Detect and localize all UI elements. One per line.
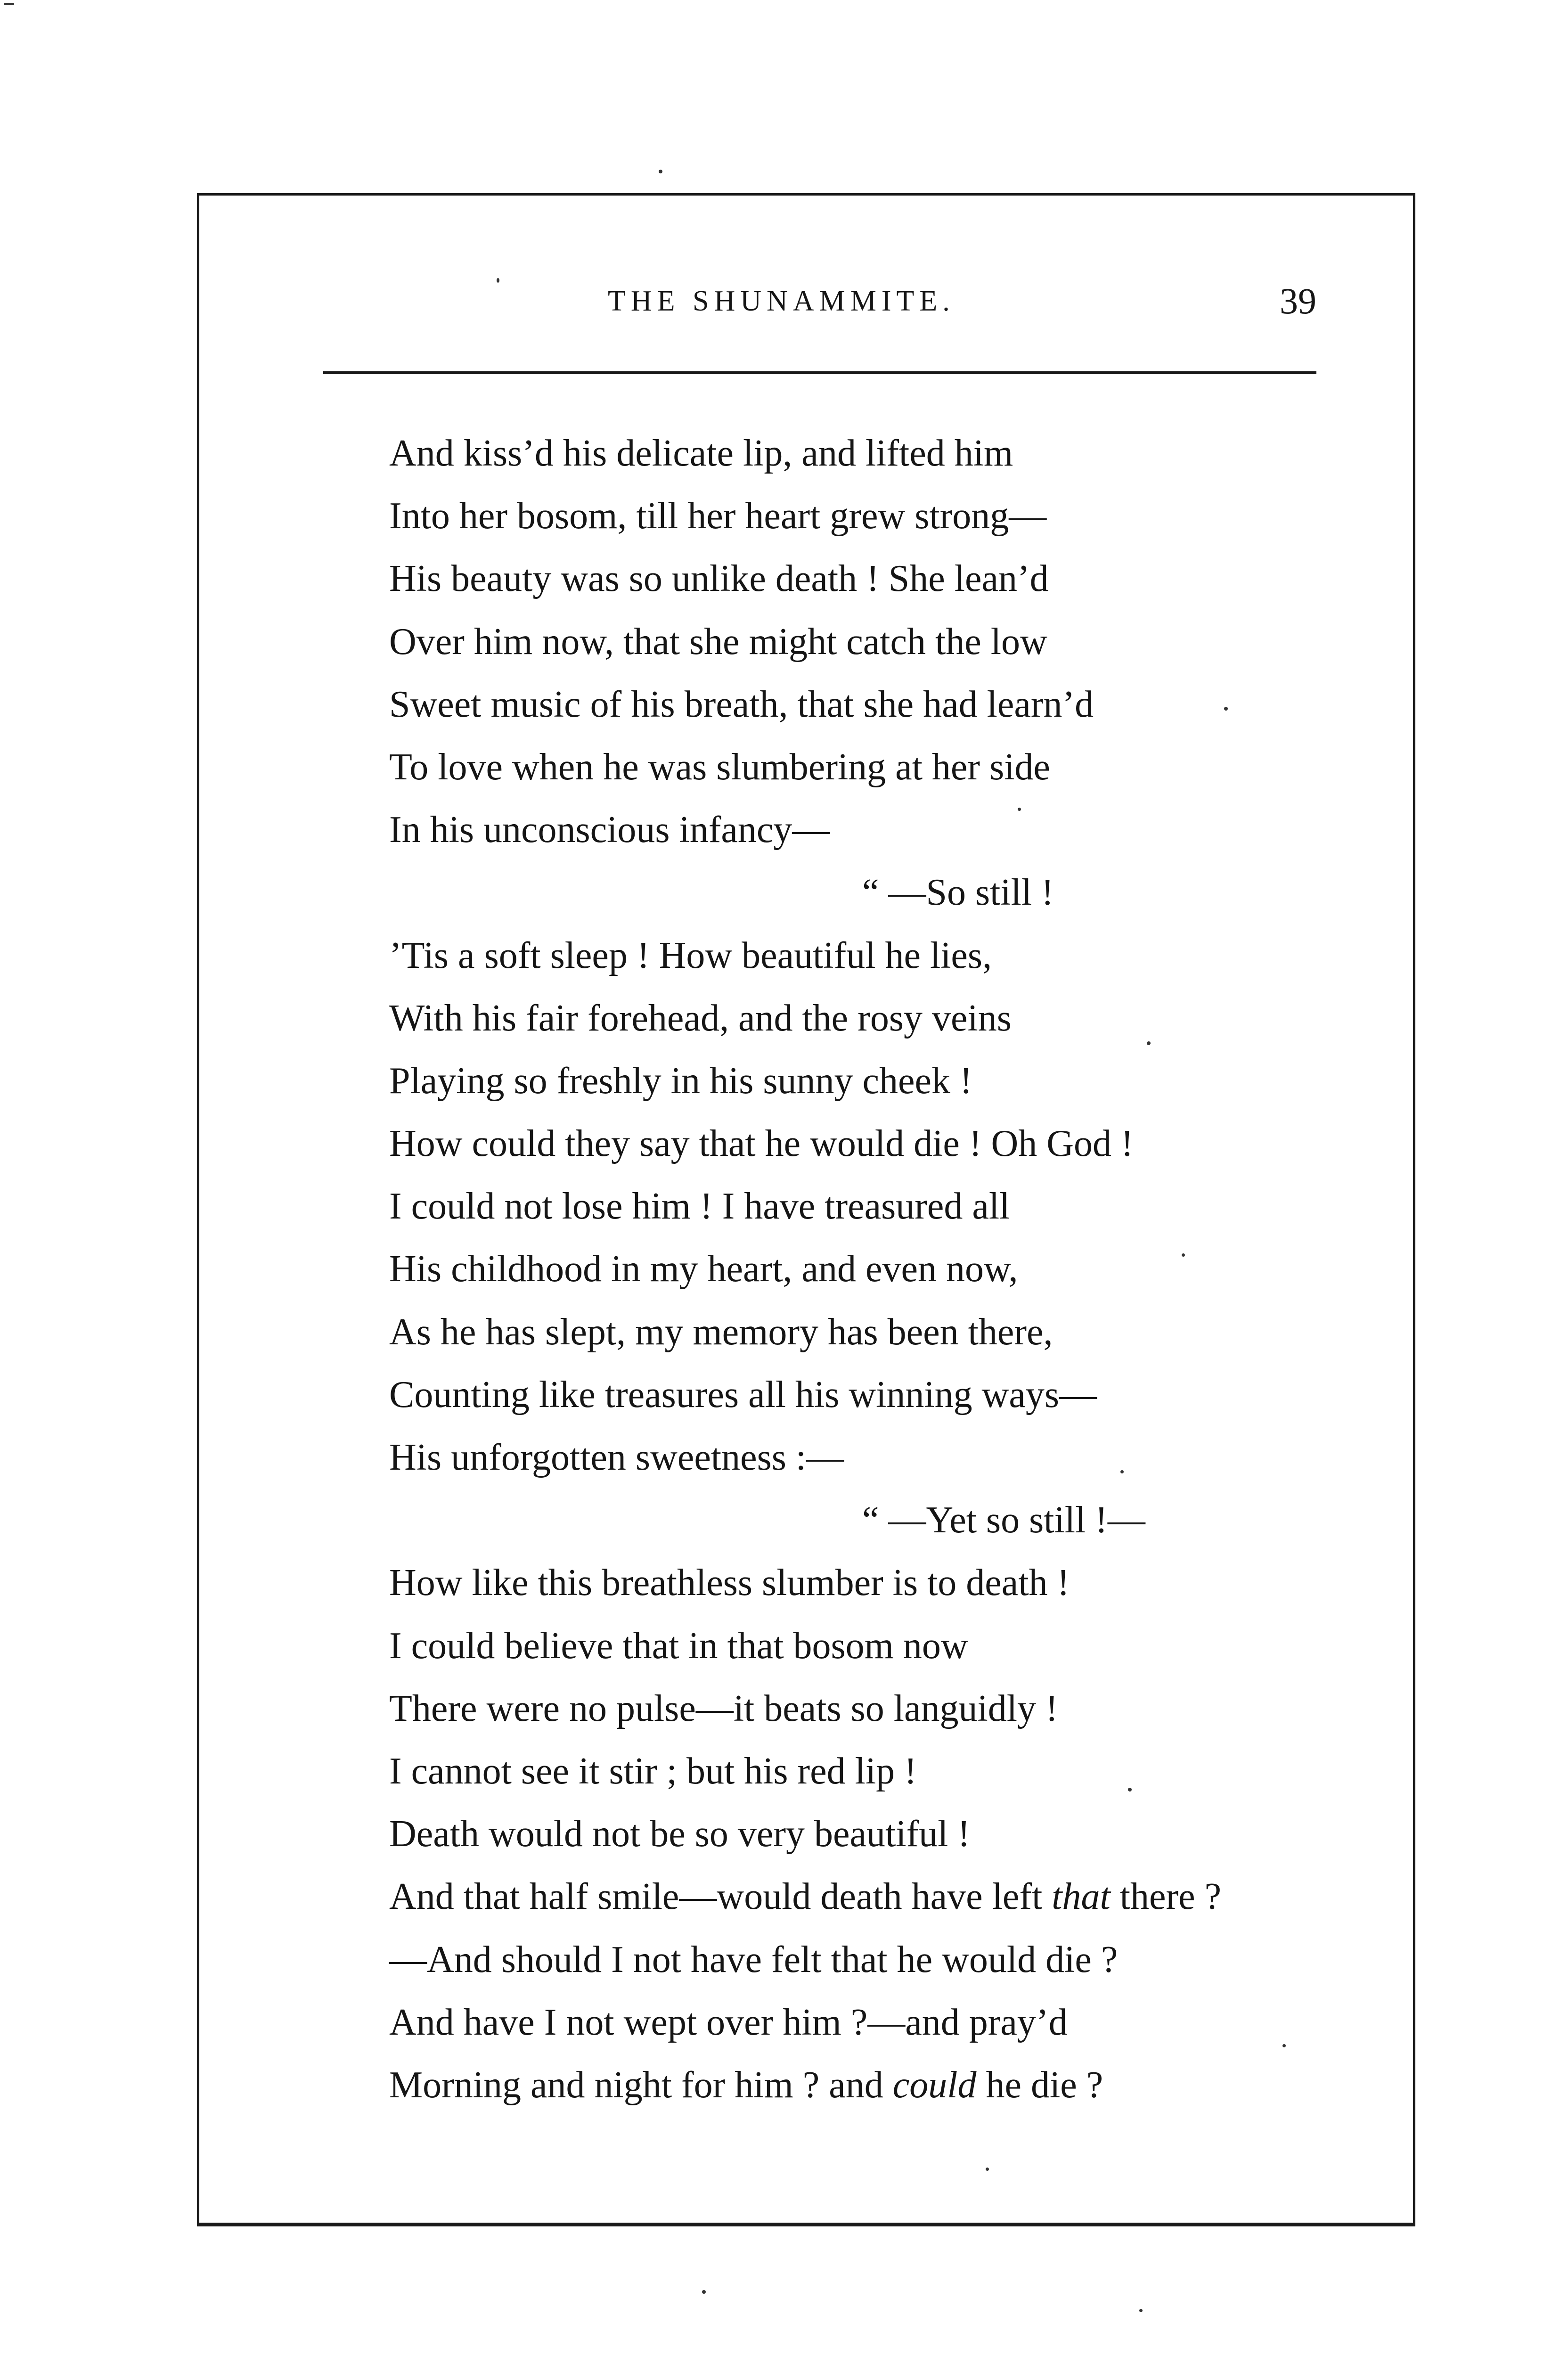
poem-line: “ —Yet so still !— [862,1499,1145,1541]
scan-speck [4,3,14,5]
scan-speck [659,170,662,173]
poem-line: With his fair forehead, and the rosy veins [389,997,1012,1039]
poem-line [389,2054,1331,2117]
scan-speck [1147,1041,1151,1045]
poem-line: I could not lose him ! I have treasured all [389,1186,1010,1227]
scan-speck [986,2168,989,2171]
scan-speck [1128,1788,1132,1792]
poem-line: Playing so freshly in his sunny cheek ! [389,1060,972,1102]
poem-line: His unforgotten sweetness :— [389,1437,844,1478]
poem-line: To love when he was slumbering at her side [389,746,1050,788]
poem-line: His childhood in my heart, and even now, [389,1248,1018,1290]
italic-word: that [1052,1876,1111,1918]
poem-line: Sweet music of his breath, that she had learn’d [389,683,1094,725]
poem-line: Death would not be so very beautiful ! [389,1813,971,1855]
scan-speck [702,2290,706,2294]
line-segment: Morning and night for him ? and [389,2064,893,2106]
scan-speck [1282,2044,1286,2047]
line-segment: And that half smile—would death have left [389,1876,1052,1918]
poem-line: How like this breathless slumber is to death ! [389,1562,1070,1604]
poem-line: I cannot see it stir ; but his red lip ! [389,1750,917,1792]
scan-speck [497,278,499,283]
scan-speck [1018,808,1021,811]
poem-line: His beauty was so unlike death ! She lean’d [389,558,1049,600]
poem-line [389,1865,1331,1928]
running-head: THE SHUNAMMITE. [608,285,955,317]
poem-line: And kiss’d his delicate lip, and lifted him [389,433,1013,474]
poem-line: I could believe that in that bosom now [389,1625,968,1667]
scan-speck [1139,2309,1143,2312]
poem-line: Counting like treasures all his winning ways— [389,1374,1097,1415]
poem-line: As he has slept, my memory has been there, [389,1311,1053,1353]
header-rule [323,371,1316,374]
scan-speck [1120,1470,1124,1473]
scan-speck [1224,707,1228,711]
poem-text [389,422,1331,2117]
poem-line: In his unconscious infancy— [389,809,830,851]
poem-line: And have I not wept over him ?—and pray’d [389,2001,1068,2043]
poem-line: Over him now, that she might catch the low [389,621,1047,663]
poem-line: “ —So still ! [862,872,1054,914]
line-segment: he die ? [976,2064,1103,2106]
poem-line: —And should I not have felt that he would die ? [389,1939,1118,1980]
poem-line: How could they say that he would die ! Oh God ! [389,1123,1134,1165]
poem-line: Into her bosom, till her heart grew strong— [389,495,1047,537]
italic-word: could [892,2064,977,2106]
poem-line: There were no pulse—it beats so languidly ! [389,1687,1058,1729]
line-segment: there ? [1110,1876,1222,1918]
poem-line: ’Tis a soft sleep ! How beautiful he lies, [389,934,992,976]
scan-speck [1182,1253,1185,1257]
page-number: 39 [1280,280,1316,321]
